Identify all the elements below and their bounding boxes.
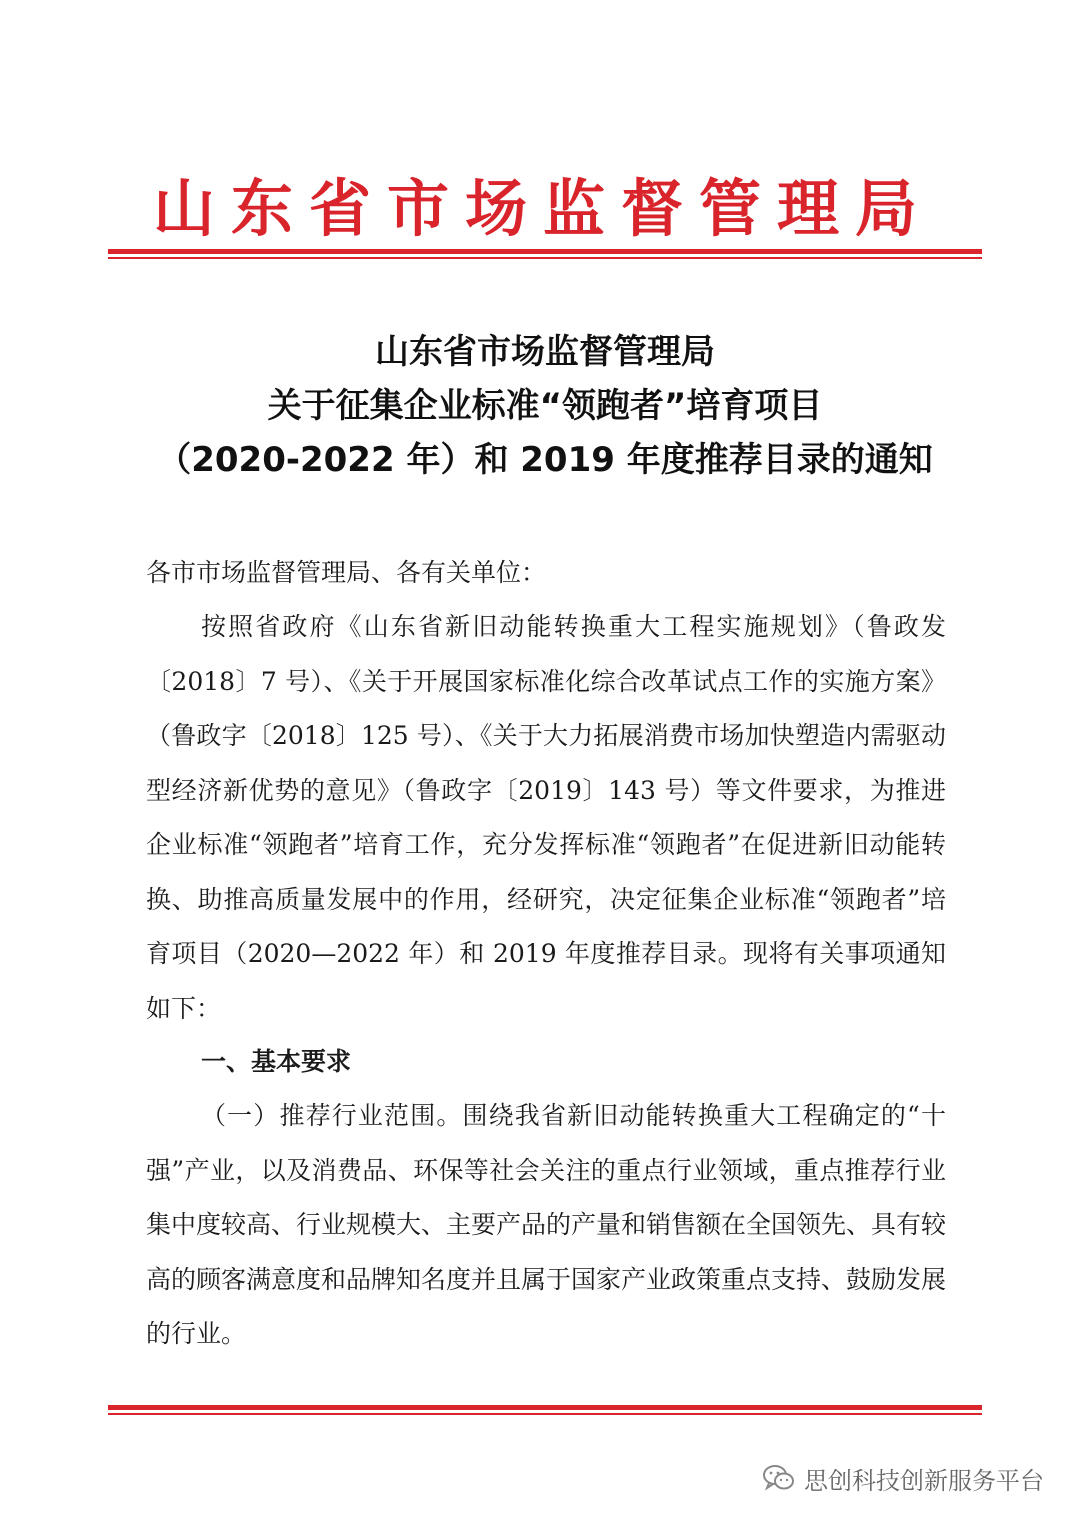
document-title-line-2: 关于征集企业标准“领跑者”培育项目 (267, 386, 823, 426)
watermark-text: 思创科技创新服务平台 (804, 1466, 1044, 1495)
wechat-watermark (762, 1458, 1044, 1498)
paragraph-intro: 按照省政府《山东省新旧动能转换重大工程实施规划》（鲁政发〔2018〕7 号）、《关于开展国家标准化综合改革试点工作的实施方案》（鲁政字〔2018〕125 号）、《关于大力拓展消费市场加快塑造内需驱动型经济新优势的意见》（鲁政字〔2019〕143 号）等文件要求，为推进企业标准“领跑者”培育工作，充分发挥标准“领跑者”在促进新旧动能转换、助推高质量发展中的作用，经研究，决定征集企业标准“领跑者”培育项目（2020—2022 年）和 2019 年度推荐目录。现将有关事项通知如下： (146, 612, 946, 1023)
salutation: 各市市场监督管理局、各有关单位： (146, 558, 547, 587)
document-title-line-3: （2020-2022 年）和 2019 年度推荐目录的通知 (157, 440, 933, 480)
header-red-rule (108, 249, 982, 259)
footer-red-rule (108, 1405, 982, 1415)
section-heading-basic-requirements: 一、基本要求 (201, 1047, 352, 1076)
document-title-line-1: 山东省市场监督管理局 (375, 332, 715, 372)
paragraph-industry-scope: （一）推荐行业范围。围绕我省新旧动能转换重大工程确定的“十强”产业，以及消费品、环保等社会关注的重点行业领域，重点推荐行业集中度较高、行业规模大、主要产品的产量和销售额在全国领先、具有较高的顾客满意度和品牌知名度并且属于国家产业政策重点支持、鼓励发展的行业。 (146, 1101, 947, 1348)
wechat-icon (762, 1463, 796, 1493)
letterhead-title: 山东省市场监督管理局 (152, 172, 933, 245)
